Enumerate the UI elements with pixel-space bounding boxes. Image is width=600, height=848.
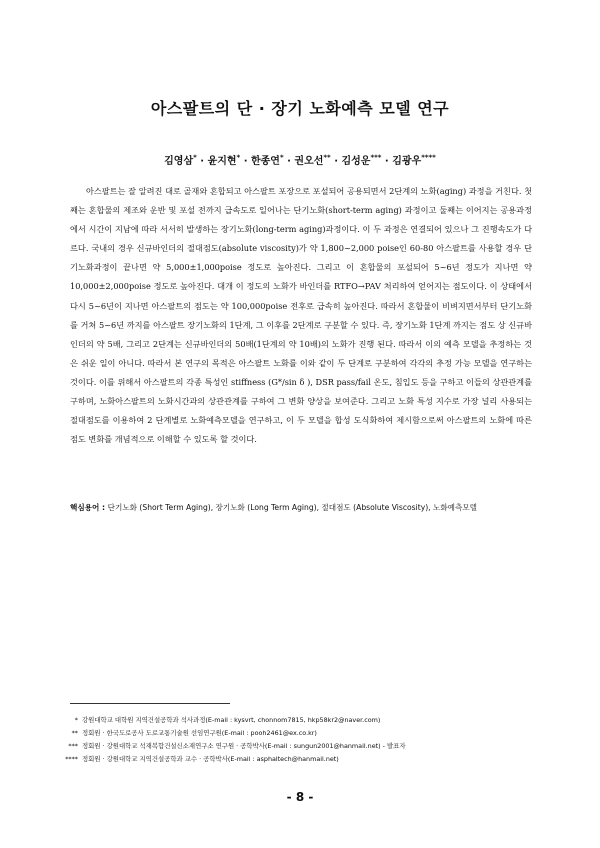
footnote-divider (70, 703, 230, 704)
footnote: **** 정회원 · 강원대학교 지역건설공학과 교수 · 공학박사(E-mail : asphaltech@hanmail.net) (65, 755, 339, 763)
page-number: - 8 - (286, 790, 314, 804)
abstract-paragraph: 아스팔트는 잘 알려진 대로 골재와 혼합되고 아스팔트 포장으로 포설되어 공용되면서 2단계의 노화(aging) 과정을 거친다. 첫째는 혼합물의 제조와 운반 및 포설 전까지 급속도로 일어나는 단기노화(short-term aging) 과정이고 둘째는 이어지는 공용과정에서 시간이 지남에 따라 서서히 발생하는 장기노화(long-term aging)과정이다. 이 두 과정은 연결되어 있으나 그 진행속도가 다르다. 국내의 경우 신규바인더의 절대점도(absolute viscosity)가 약 1,800~2,000 poise인 60-80 아스팔트를 사용할 경우 단기노화과정이 끝나면 약 5,000±1,000poise 정도로 높아진다. 그리고 이 혼합물의 포설되어 5~6년 정도가 지나면 약 10,000±2,000poise 정도로 높아진다. 대개 이 정도의 노화가 바인더를 RTFO→PAV 처리하여 얻어지는 점도이다. 이 상태에서 다시 5~6년이 지나면 아스팔트의 점도는 약 100,000poise 전후로 급속히 높아진다. 따라서 혼합물이 비벼지면서부터 단기노화를 거쳐 5~6년 까지를 아스팔트 장기노화의 1단계, 그 이후를 2단계로 구분할 수 있다. 즉, 장기노화 1단계 까지는 점도 상 신규바인더의 약 5배, 그리고 2단계는 신규바인더의 50배(1단계의 약 10배)의 노화가 진행 된다. 따라서 이의 예측 모델을 추정하는 것은 쉬운 일이 아니다. 따라서 본 연구의 목적은 아스팔트 노화를 이와 같이 두 단계로 구분하여 각각의 추정 가능 모델을 연구하는 것이다. 이를 위해서 아스팔트의 각종 특성인 stiffness (G*/sin δ ), DSR pass/fail 온도, 침입도 등을 구하고 이들의 상관관계를 구하며, 노화아스팔트의 노화시간과의 상관관계를 구하여 그 변화 양상을 보여준다. 그리고 노화 특성 지수로 가장 널리 사용되는 절대점도를 이용하여 2 단계별로 노화예측모델을 연구하고, 이 두 모델을 합성 도식화하여 제시함으로써 아스팔트의 노화에 따른 점도 변화를 개념적으로 이해할 수 있도록 할 것이다. (70, 186, 532, 445)
keywords-label: 핵심용어 : (70, 503, 108, 512)
keywords (70, 502, 540, 513)
author-list (0, 152, 600, 167)
author: 김영삼* · (164, 153, 208, 167)
author: 권오선** · (294, 153, 342, 167)
author: 김성운*** · (341, 153, 393, 167)
keywords-text: 단기노화 (Short Term Aging), 장기노화 (Long Term Aging), 절대점도 (Absolute Viscosity), 노화예측모델 (107, 503, 478, 512)
author: 윤지현* · (207, 153, 251, 167)
paper-title: 아스팔트의 단 · 장기 노화예측 모델 연구 (150, 99, 450, 118)
author: 김광우**** (392, 153, 436, 167)
footnote: *** 정회원 · 강원대학교 석재복합건설신소재연구소 연구원 · 공학박사(E-mail : sungun2001@hanmail.net) - 발표자 (68, 742, 406, 750)
footnote: * 강원대학교 대학원 지역건설공학과 석사과정(E-mail : kysvrt, chonnom7815, hkp58kr2@naver.com) (74, 716, 381, 724)
author: 한종연* · (250, 153, 295, 167)
footnote: ** 정회원 · 한국도로공사 도로교통기술원 선임연구원(E-mail : pooh2461@ex.co.kr) (71, 729, 317, 737)
footnotes (52, 714, 552, 766)
